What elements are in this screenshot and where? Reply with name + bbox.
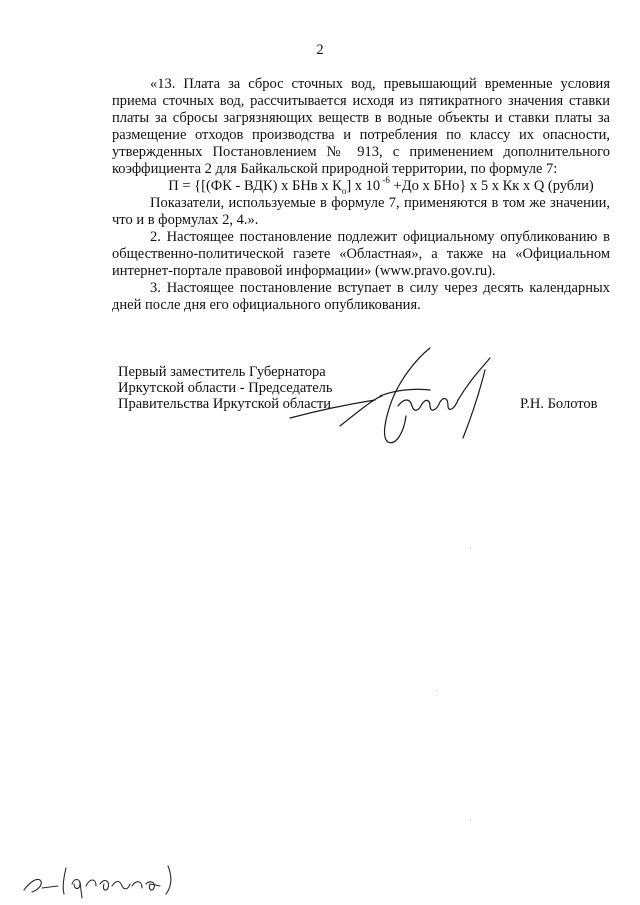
page-number: 2: [316, 42, 324, 58]
scan-speck: [470, 820, 471, 821]
handwritten-signature: [280, 340, 510, 460]
document-body: [112, 76, 610, 314]
formula-subscript: о: [341, 185, 347, 196]
paragraph-clause-13: «13. Плата за сброс сточных вод, превышающий временные условия приема сточных вод, рассчитывается исходя из пятикратного значения ставки платы за сбросы загрязняющих веществ в водные объекты и ставки платы за размещение отходов производства и потребления по классу их опасности, утвержденных Постановлением № 913, с применением дополнительного коэффициента 2 для Байкальской природной территории, по формуле 7:: [112, 76, 610, 177]
signatory-title-line: Иркутской области - Председатель: [118, 380, 333, 396]
formula-superscript: -6: [380, 175, 390, 186]
signatory-name: Р.Н. Болотов: [520, 396, 598, 412]
paragraph-item-2: 2. Настоящее постановление подлежит официальному опубликованию в общественно-политической газете «Областная», а также на «Официальном интернет-портале правовой информации» (www.pravo.gov.ru).: [112, 229, 610, 279]
scan-speck: [470, 548, 471, 549]
paragraph-item-3: 3. Настоящее постановление вступает в силу через десять календарных дней после дня его официального опубликования.: [112, 280, 610, 313]
scan-speck: [436, 690, 437, 691]
formula-part-1: П = {[(ФК - ВДК) х БНв х К: [168, 178, 342, 194]
signatory-title-line: Правительства Иркутской области: [118, 396, 332, 412]
signatory-title-line: Первый заместитель Губернатора: [118, 364, 326, 380]
formula-7: [112, 175, 610, 196]
formula-part-3: +До х БНо} х 5 х Кк х Q (рубли): [389, 178, 594, 194]
paragraph-indicators: Показатели, используемые в формуле 7, применяются в том же значении, что и в формулах 2, 4.».: [112, 195, 610, 228]
handwritten-note: [20, 860, 190, 900]
formula-part-2: ] х 10: [346, 178, 381, 194]
